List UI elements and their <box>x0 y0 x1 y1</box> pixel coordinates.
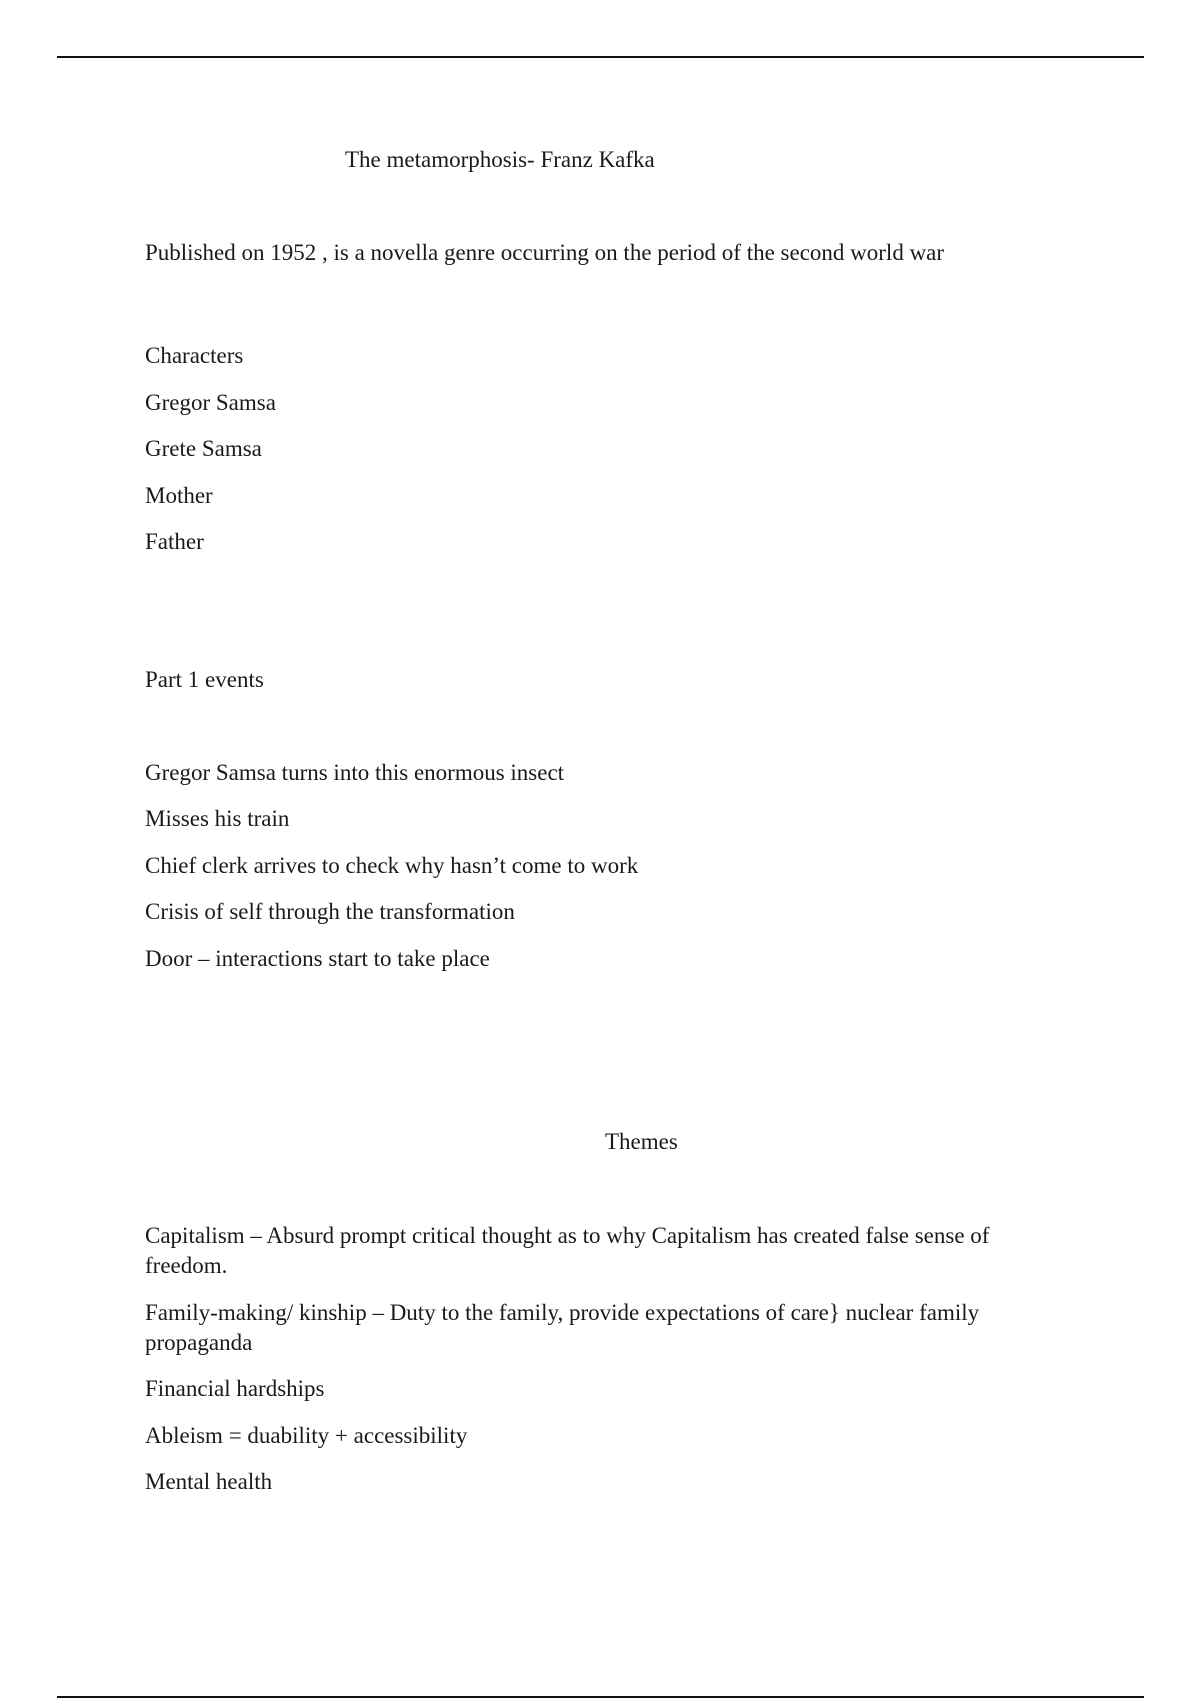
character-item: Gregor Samsa <box>145 390 276 415</box>
top-rule <box>57 56 1144 58</box>
themes-heading: Themes <box>605 1129 678 1154</box>
theme-item: Mental health <box>145 1469 273 1494</box>
character-item: Grete Samsa <box>145 436 262 461</box>
theme-item: Financial hardships <box>145 1376 325 1401</box>
intro-paragraph: Published on 1952 , is a novella genre occurring on the period of the second world war <box>145 240 945 265</box>
characters-heading: Characters <box>145 343 244 368</box>
event-item: Gregor Samsa turns into this enormous insect <box>145 760 565 785</box>
event-item: Crisis of self through the transformation <box>145 899 515 924</box>
theme-item: Family-making/ kinship – Duty to the family, provide expectations of care} nuclear family propaganda <box>145 1300 980 1355</box>
theme-item: Capitalism – Absurd prompt critical thought as to why Capitalism has created false sense of freedom. <box>145 1223 990 1278</box>
theme-item: Ableism = duability + accessibility <box>145 1423 468 1448</box>
bottom-rule <box>57 1696 1144 1698</box>
event-item: Misses his train <box>145 806 290 831</box>
event-item: Door – interactions start to take place <box>145 946 490 971</box>
document-title: The metamorphosis- Franz Kafka <box>345 147 655 172</box>
character-item: Father <box>145 529 204 554</box>
part1-heading: Part 1 events <box>145 667 264 692</box>
character-item: Mother <box>145 483 213 508</box>
event-item: Chief clerk arrives to check why hasn’t come to work <box>145 853 639 878</box>
